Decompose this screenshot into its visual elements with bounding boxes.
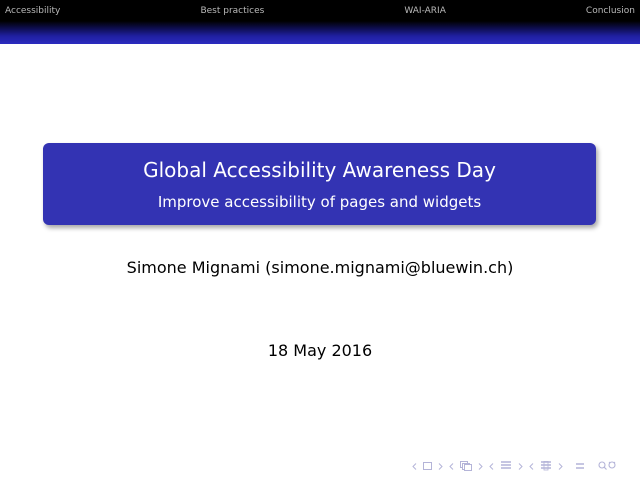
arrow-left-icon[interactable] (449, 463, 454, 470)
arrow-left-icon[interactable] (489, 463, 494, 470)
arrow-right-icon[interactable] (438, 463, 443, 470)
nav-item-wai-aria[interactable]: WAI-ARIA (404, 5, 446, 16)
author-line: Simone Mignami (simone.mignami@bluewin.ch) (126, 258, 514, 277)
nav-item-conclusion[interactable]: Conclusion (585, 5, 635, 16)
arrow-right-icon[interactable] (518, 463, 523, 470)
nav-item-accessibility[interactable]: Accessibility (5, 5, 61, 16)
align-icon[interactable] (575, 462, 585, 470)
title-block (43, 143, 596, 225)
slide-title: Global Accessibility Awareness Day (143, 158, 496, 182)
presentation-icon[interactable] (540, 461, 552, 471)
arrow-right-icon[interactable] (478, 463, 483, 470)
arrow-left-icon[interactable] (412, 463, 417, 470)
header-gradient-band (0, 21, 640, 44)
search-icon[interactable] (597, 461, 617, 471)
section-icon[interactable] (500, 461, 512, 471)
nav-item-best-practices[interactable]: Best practices (200, 5, 265, 16)
arrow-right-icon[interactable] (558, 463, 563, 470)
frame-icon[interactable] (423, 462, 432, 470)
slide-subtitle: Improve accessibility of pages and widgets (157, 193, 482, 211)
subsection-icon[interactable] (460, 461, 472, 471)
section-navbar (0, 0, 640, 21)
arrow-left-icon[interactable] (529, 463, 534, 470)
presentation-date: 18 May 2016 (267, 341, 373, 360)
beamer-navigation-symbols (412, 458, 617, 474)
